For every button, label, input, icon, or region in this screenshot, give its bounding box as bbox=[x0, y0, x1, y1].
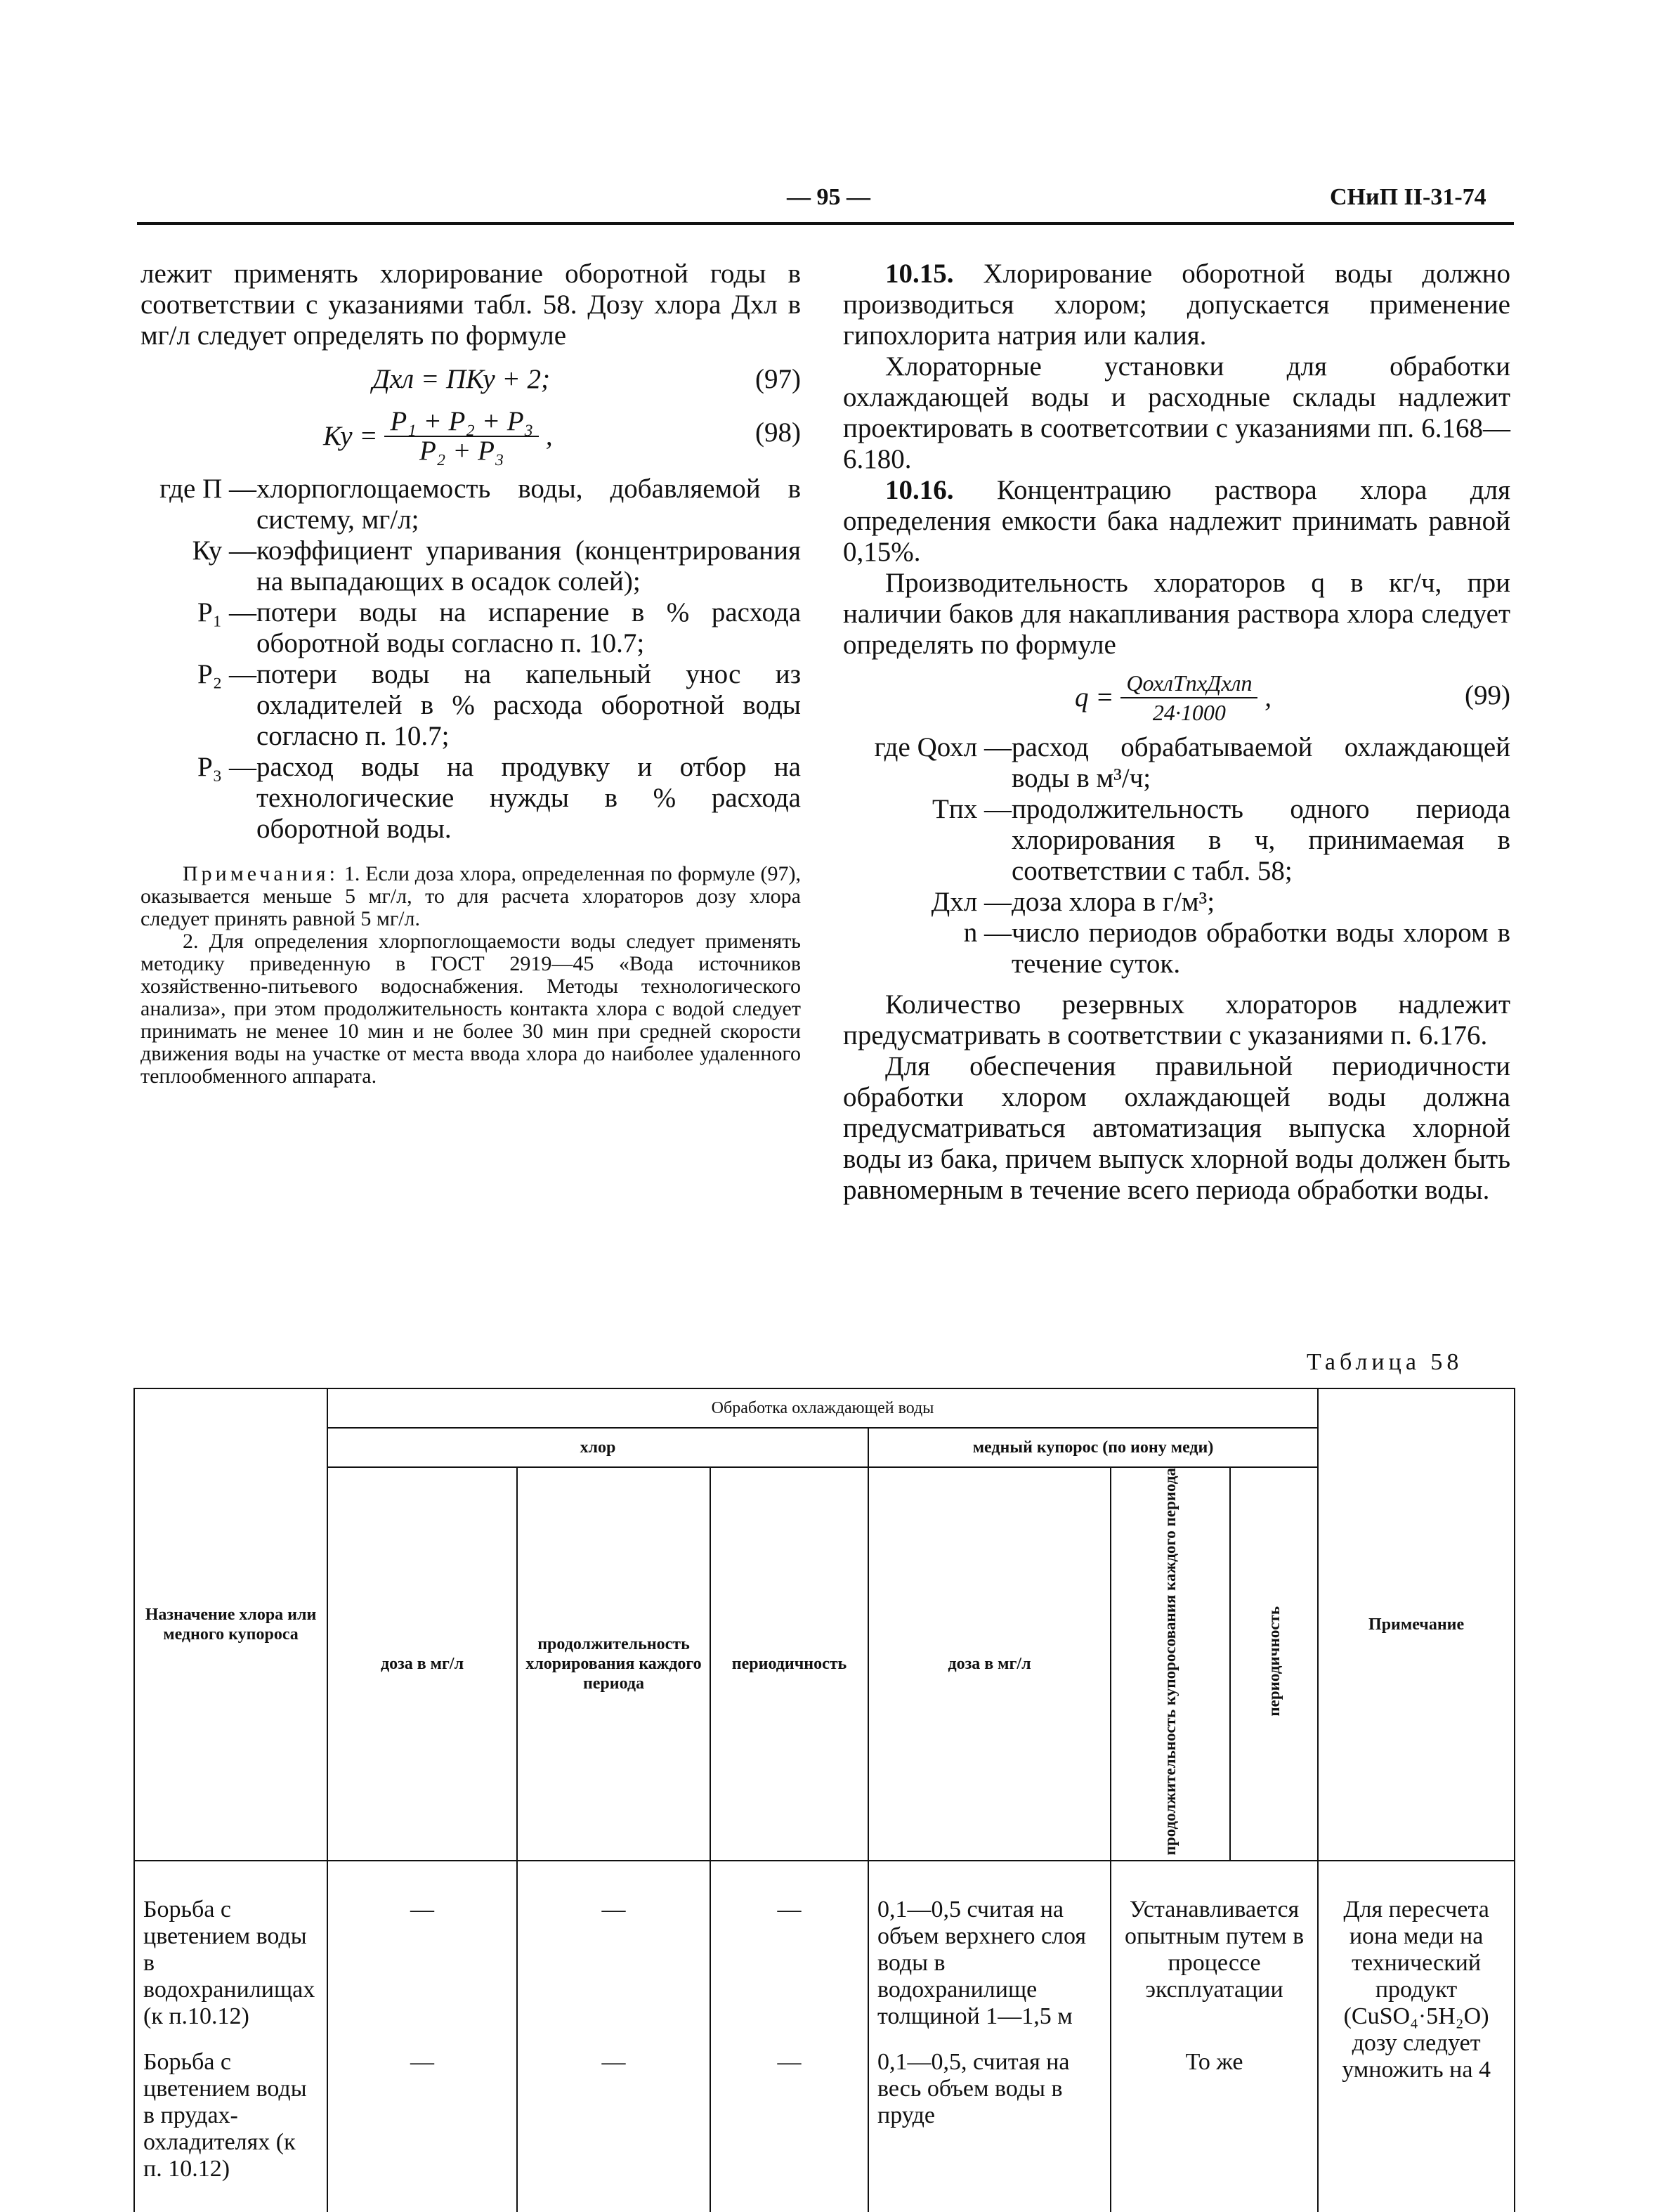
notes-block bbox=[140, 863, 801, 1088]
definition-text: расход воды на продувку и отбор на технологические нужды в % расхода оборотной воды. bbox=[256, 752, 801, 844]
note-1: 1. Если доза хлора, определенная по формуле (97), оказывается меньше 5 мг/л, то для расчета хлораторов дозу хлора следует принять равной 5 мг/л. bbox=[140, 862, 802, 930]
definition-text: коэффициент упаривания (концентрирования на выпадающих в осадок солей); bbox=[256, 535, 801, 597]
row-dose: — bbox=[327, 2043, 517, 2212]
table-row bbox=[134, 2043, 1515, 2212]
definition-text: доза хлора в г/м³; bbox=[1012, 887, 1215, 917]
formula-98-numerator: P₁ + P₂ + P₃ bbox=[384, 408, 539, 437]
definition-text: продолжительность одного периода хлорирования в ч, принимаемая в соответствии с табл. 58; bbox=[1012, 794, 1510, 886]
row-copper-dose: 0,1—0,5 считая на объем верхнего слоя воды в водохранилище толщиной 1—1,5 м bbox=[868, 1861, 1111, 2043]
table-58 bbox=[133, 1388, 1515, 2212]
definition-symbol: P₂ — bbox=[197, 659, 256, 689]
formula-99-numerator: QохлTпхДхлn bbox=[1120, 669, 1257, 698]
formula-98-denominator: P₂ + P₃ bbox=[419, 436, 504, 466]
definition-text: потери воды на испарение в % расхода оборотной воды согласно п. 10.7; bbox=[256, 597, 801, 658]
formula-98-fraction bbox=[384, 408, 539, 465]
page-number: — 95 — bbox=[787, 184, 870, 210]
row-periodicity: — bbox=[710, 1861, 868, 2043]
formula-99-fraction bbox=[1120, 669, 1257, 727]
row-purpose: Борьба с цветением воды в водохранилищах (к п.10.12) bbox=[134, 1861, 327, 2043]
row-duration: — bbox=[517, 2043, 710, 2212]
definition-item bbox=[140, 535, 801, 597]
formula-97-expression: Дхл = ПКу + 2; bbox=[372, 364, 550, 394]
right-definitions bbox=[843, 732, 1510, 980]
definition-text: хлорпоглощаемость воды, добавляемой в систему, мг/л; bbox=[256, 474, 801, 535]
formula-97-number: (97) bbox=[755, 364, 801, 394]
definition-item bbox=[843, 794, 1510, 887]
header-treatment: Обработка охлаждающей воды bbox=[327, 1388, 1318, 1428]
row-periodicity: — bbox=[710, 2043, 868, 2212]
definition-symbol: Tпх — bbox=[932, 794, 1012, 824]
definition-item bbox=[140, 474, 801, 535]
row-duration: — bbox=[517, 1861, 710, 2043]
row-dose: — bbox=[327, 1861, 517, 2043]
formula-98-lhs: Ку = bbox=[323, 421, 378, 451]
section-10-15-number: 10.15. bbox=[885, 259, 954, 289]
row-copper-dose: 0,1—0,5, считая на весь объем воды в пруде bbox=[868, 2043, 1111, 2212]
section-10-16-number: 10.16. bbox=[885, 475, 954, 505]
formula-99-tail: , bbox=[1264, 682, 1272, 713]
left-definitions bbox=[140, 474, 801, 845]
header-duration-chlorination: продолжительность хлорирования каждого периода bbox=[517, 1467, 710, 1861]
header-periodicity-copper-cell bbox=[1230, 1467, 1318, 1861]
definition-text: потери воды на капельный унос из охладителей в % расхода оборотной воды согласно п. 10.7; bbox=[256, 659, 801, 751]
formula-97 bbox=[140, 364, 801, 401]
formula-98-tail: , bbox=[545, 421, 553, 451]
definition-symbol: Ку — bbox=[192, 535, 256, 566]
table-row bbox=[134, 1861, 1515, 2043]
definition-item bbox=[843, 732, 1510, 794]
productivity-paragraph: Производительность хлораторов q в кг/ч, при наличии баков для накапливания раствора хлора следует определять по формуле bbox=[843, 568, 1510, 660]
header-note: Примечание bbox=[1318, 1388, 1515, 1861]
header-dose: доза в мг/л bbox=[327, 1467, 517, 1861]
right-column bbox=[843, 259, 1510, 1206]
definition-symbol: где Qохл — bbox=[874, 732, 1012, 762]
header-rule bbox=[137, 222, 1514, 225]
reserve-paragraph: Количество резервных хлораторов надлежит предусматривать в соответствии с указаниями п. 6.176. bbox=[843, 989, 1510, 1050]
document-code: СНиП II-31-74 bbox=[1330, 184, 1486, 210]
definition-symbol: n — bbox=[963, 918, 1012, 948]
automation-paragraph: Для обеспечения правильной периодичности обработки хлором охлаждающей воды должна предусматриваться автоматизация выпуска хлорной воды из бака, причем выпуск хлорной воды должен быть равномерным в течение всего периода обработки воды. bbox=[843, 1051, 1510, 1205]
header-purpose: Назначение хлора или медного купороса bbox=[134, 1388, 327, 1861]
formula-98-number: (98) bbox=[755, 417, 801, 448]
definition-item bbox=[140, 659, 801, 752]
table-caption: Таблица 58 bbox=[1307, 1349, 1463, 1375]
row-purpose: Борьба с цветением воды в прудах-охладителях (к п. 10.12) bbox=[134, 2043, 327, 2212]
note-2: 2. Для определения хлорпоглощаемости воды следует применять методику приведенную в ГОСТ 2919—45 «Вода источников хозяйственно-питьевого водоснабжения. Методы технологического анализа», при этом продолжительность контакта хлора с водой следует принимать не менее 10 мин и не более 30 мин при средней скорости движения воды на участке от места ввода хлора до наиболее удаленного теплообменного аппарата. bbox=[140, 930, 801, 1088]
header-periodicity-copper: периодичность bbox=[1264, 1606, 1283, 1717]
formula-99-number: (99) bbox=[1465, 680, 1510, 710]
header-chlorine: хлор bbox=[327, 1428, 868, 1467]
definition-symbol: где П — bbox=[159, 474, 256, 504]
definition-symbol: P₁ — bbox=[197, 597, 256, 627]
header-copper: медный купорос (по иону меди) bbox=[868, 1428, 1318, 1467]
formula-99 bbox=[843, 665, 1510, 728]
left-column bbox=[140, 259, 801, 1088]
definition-text: расход обрабатываемой охлаждающей воды в м³/ч; bbox=[1012, 732, 1510, 793]
notes-label: Примечания: bbox=[183, 862, 339, 885]
formula-99-lhs: q = bbox=[1075, 682, 1114, 713]
header-dose-copper: доза в мг/л bbox=[868, 1467, 1111, 1861]
row-copper-duration: Устанавливается опытным путем в процессе эксплуатации bbox=[1111, 1861, 1318, 2043]
definition-item bbox=[843, 887, 1510, 918]
definition-symbol: Дхл — bbox=[931, 887, 1012, 917]
section-10-15-text: Хлорирование оборотной воды должно производиться хлором; допускается применение гипохлорита натрия или калия. bbox=[843, 259, 1510, 351]
header-periodicity: периодичность bbox=[710, 1467, 868, 1861]
intro-paragraph: лежит применять хлорирование оборотной годы в соответствии с указаниями табл. 58. Дозу хлора Дхл в мг/л следует определять по формуле bbox=[140, 259, 801, 351]
definition-item bbox=[140, 597, 801, 659]
header-duration-copper-cell bbox=[1111, 1467, 1230, 1861]
formula-99-denominator: 24·1000 bbox=[1152, 700, 1226, 725]
definition-symbol: P₃ — bbox=[197, 752, 256, 782]
section-10-16-text: Концентрацию раствора хлора для определения емкости бака надлежит принимать равной 0,15%. bbox=[843, 475, 1511, 567]
definition-item bbox=[843, 918, 1510, 980]
header-duration-copper: продолжительность купоросования каждого периода bbox=[1161, 1468, 1179, 1856]
formula-98 bbox=[140, 401, 801, 464]
chlorinator-paragraph: Хлораторные установки для обработки охлаждающей воды и расходные склады надлежит проектировать в соответсотвии с указаниями пп. 6.168—6.180. bbox=[843, 351, 1510, 474]
definition-item bbox=[140, 752, 801, 845]
row-copper-duration: То же bbox=[1111, 2043, 1318, 2212]
row-note: Для пересчета иона меди на технический продукт (CuSO₄·5H₂O) дозу следует умножить на 4 bbox=[1318, 1861, 1515, 2212]
definition-text: число периодов обработки воды хлором в течение суток. bbox=[1012, 918, 1510, 979]
